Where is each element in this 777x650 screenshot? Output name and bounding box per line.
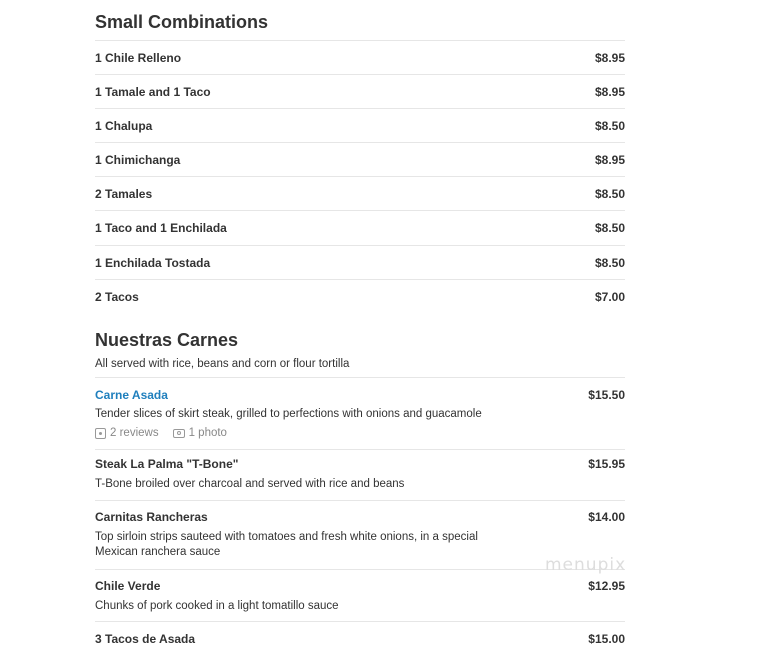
item-name: Carnitas Rancheras: [95, 510, 208, 524]
item-price: $8.50: [594, 255, 625, 270]
item-meta: [95, 427, 227, 439]
menu-row[interactable]: [95, 279, 625, 313]
item-name: 2 Tacos: [95, 289, 139, 304]
menu-row[interactable]: [95, 245, 625, 279]
item-price: $15.95: [588, 457, 625, 471]
menu-item[interactable]: [95, 569, 625, 621]
reviews-link[interactable]: 2 reviews: [110, 427, 159, 439]
item-price: $8.50: [594, 186, 625, 201]
item-price: $15.50: [588, 388, 625, 402]
item-price: $8.95: [594, 84, 625, 99]
item-description: T-Bone broiled over charcoal and served with rice and beans: [95, 478, 405, 490]
item-name: Chile Verde: [95, 579, 161, 593]
item-name: 1 Enchilada Tostada: [95, 255, 211, 270]
item-price: $8.95: [594, 50, 625, 65]
menu-row[interactable]: [95, 210, 625, 244]
menu-row[interactable]: [95, 108, 625, 142]
menu-row[interactable]: [95, 176, 625, 210]
item-name: 1 Chile Relleno: [95, 50, 182, 65]
watermark-logo: menupix: [545, 555, 627, 575]
item-description: Top sirloin strips sauteed with tomatoes and fresh white onions, in a special Mexican ranchera sauce: [95, 531, 478, 558]
item-price: $15.00: [588, 632, 625, 646]
section-subtitle: All served with rice, beans and corn or flour tortilla: [95, 358, 350, 370]
camera-icon: [173, 429, 185, 438]
item-price: $14.00: [588, 510, 625, 524]
menu-row[interactable]: [95, 74, 625, 108]
item-description: Chunks of pork cooked in a light tomatillo sauce: [95, 600, 339, 612]
item-price: $12.95: [588, 579, 625, 593]
item-description: Tender slices of skirt steak, grilled to perfections with onions and guacamole: [95, 408, 482, 420]
menu-row[interactable]: [95, 142, 625, 176]
menu-item[interactable]: [95, 377, 625, 449]
photos-link[interactable]: 1 photo: [188, 427, 227, 439]
item-name: 3 Tacos de Asada: [95, 632, 196, 646]
section-title-nuestras-carnes: Nuestras Carnes: [95, 330, 239, 350]
item-name: 1 Tamale and 1 Taco: [95, 84, 211, 99]
item-name-link[interactable]: Carne Asada: [95, 388, 168, 402]
menu-item[interactable]: [95, 449, 625, 501]
menu-row[interactable]: [95, 40, 625, 74]
item-price: $8.50: [594, 118, 625, 133]
item-name: 2 Tamales: [95, 186, 153, 201]
item-name: Steak La Palma "T-Bone": [95, 457, 239, 471]
item-price: $7.00: [594, 289, 625, 304]
section-title-small-combinations: Small Combinations: [95, 12, 269, 32]
review-icon: [95, 428, 106, 439]
item-name: 1 Chimichanga: [95, 152, 181, 167]
item-price: $8.50: [594, 220, 625, 235]
menu-item[interactable]: [95, 621, 625, 650]
item-name: 1 Taco and 1 Enchilada: [95, 220, 227, 235]
item-name: 1 Chalupa: [95, 118, 153, 133]
item-price: $8.95: [594, 152, 625, 167]
